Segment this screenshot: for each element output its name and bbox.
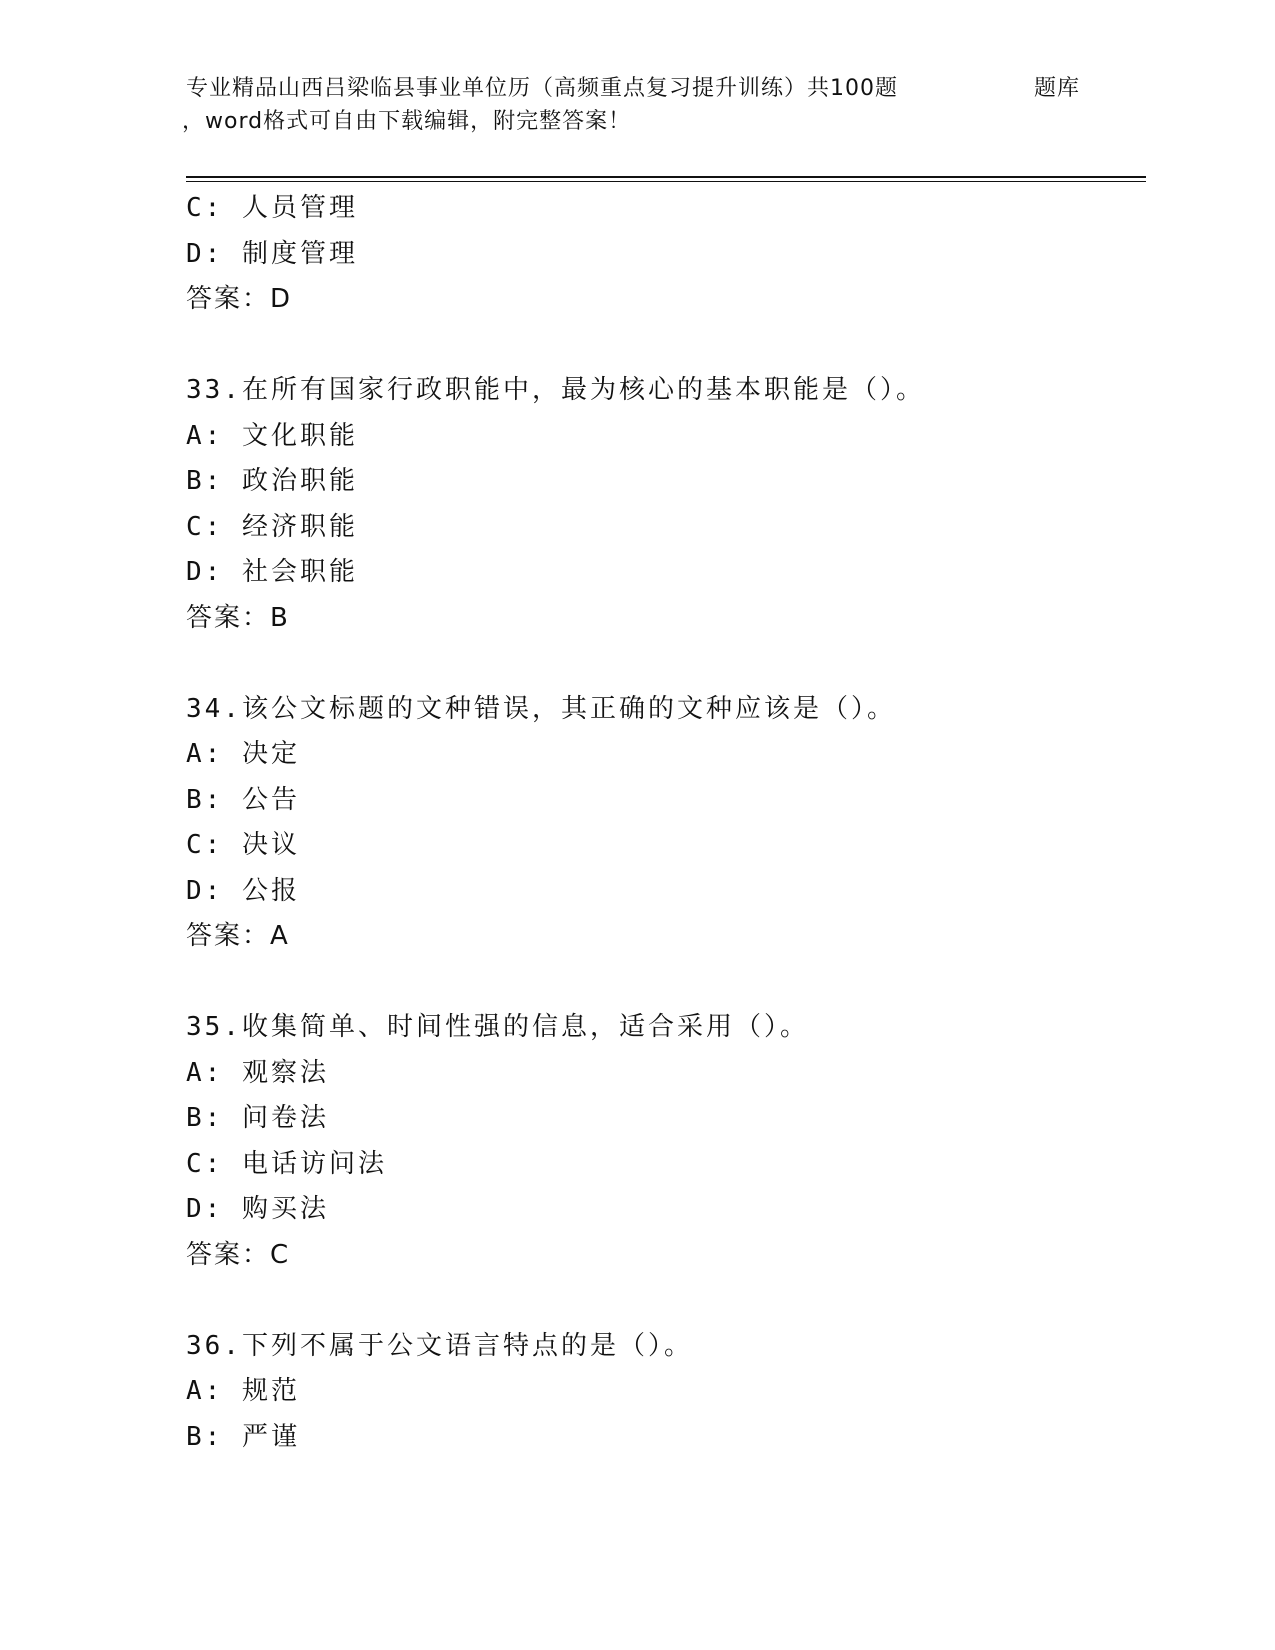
option-letter: C <box>186 830 205 860</box>
question-number: 35. <box>186 1012 242 1042</box>
option-letter: B <box>186 1103 205 1133</box>
header-title: 专业精品山西吕梁临县事业单位历（高频重点复习提升训练）共100题 <box>186 76 898 101</box>
question-text: 下列不属于公文语言特点的是（）。 <box>241 1330 693 1361</box>
option: A: 观察法 <box>186 1057 329 1088</box>
option-letter: C <box>186 193 205 223</box>
option-text: 公报 <box>241 875 300 906</box>
question-block <box>186 368 1146 641</box>
question-number: 36. <box>186 1330 242 1361</box>
option: D: 购买法 <box>186 1194 329 1224</box>
answer-line: 答案：D <box>186 284 293 314</box>
question-number: 34. <box>186 693 242 724</box>
answer-line: 答案：C <box>186 1239 291 1270</box>
option-text: 电话访问法 <box>241 1148 387 1179</box>
question-stem <box>186 687 1146 733</box>
question-spacer <box>186 960 1146 1006</box>
option-letter: D <box>186 1194 205 1224</box>
option-text: 决议 <box>241 830 300 860</box>
option-letter: A <box>186 1376 205 1406</box>
question-spacer <box>186 641 1146 687</box>
option-text: 制度管理 <box>241 238 358 269</box>
header-title-line2: ，word格式可自由下载编辑，附完整答案！ <box>182 109 632 134</box>
question-stem <box>186 368 1146 414</box>
question-stem <box>186 1324 1146 1370</box>
page-header <box>182 72 1146 138</box>
option-letter: D <box>186 238 205 269</box>
question-stem <box>186 1005 1146 1051</box>
option-letter: B <box>186 1421 205 1452</box>
header-divider <box>186 176 1146 178</box>
option: B: 问卷法 <box>186 1103 329 1133</box>
option: C: 人员管理 <box>186 193 358 223</box>
option-text: 严谨 <box>241 1421 300 1452</box>
option-text: 决定 <box>241 739 300 769</box>
option-text: 人员管理 <box>241 193 358 223</box>
option: B: 政治职能 <box>186 466 358 496</box>
option: D: 制度管理 <box>186 238 358 269</box>
option-text: 观察法 <box>241 1057 329 1088</box>
option-letter: B <box>186 784 205 815</box>
prev-question-continuation <box>186 186 1146 323</box>
answer-line: 答案：A <box>186 921 290 951</box>
option-letter: A <box>186 739 205 769</box>
answer-line: 答案：B <box>186 602 290 633</box>
question-text: 收集简单、时间性强的信息，适合采用（）。 <box>241 1012 809 1042</box>
question-number: 33. <box>186 375 242 405</box>
header-title-line1 <box>186 72 1146 105</box>
question-spacer <box>186 1278 1146 1324</box>
option: C: 决议 <box>186 830 300 860</box>
option-letter: B <box>186 466 205 496</box>
question-block <box>186 1005 1146 1278</box>
option-text: 文化职能 <box>241 420 358 451</box>
header-divider-thin <box>186 181 1146 182</box>
option-letter: A <box>186 1057 205 1088</box>
option: D: 社会职能 <box>186 557 358 587</box>
header-tag: 题库 <box>1034 76 1081 101</box>
question-list <box>186 323 1146 1461</box>
option: A: 文化职能 <box>186 420 358 451</box>
question-block <box>186 1324 1146 1461</box>
question-text: 在所有国家行政职能中，最为核心的基本职能是（）。 <box>241 375 925 405</box>
option-text: 社会职能 <box>241 557 358 587</box>
option-letter: C <box>186 511 205 542</box>
option-letter: D <box>186 557 205 587</box>
option: C: 电话访问法 <box>186 1148 387 1179</box>
option: B: 严谨 <box>186 1421 300 1452</box>
option: A: 决定 <box>186 739 300 769</box>
option: B: 公告 <box>186 784 300 815</box>
option: C: 经济职能 <box>186 511 358 542</box>
question-text: 该公文标题的文种错误，其正确的文种应该是（）。 <box>241 693 896 724</box>
option-text: 购买法 <box>241 1194 329 1224</box>
option-text: 问卷法 <box>241 1103 329 1133</box>
option-text: 公告 <box>241 784 300 815</box>
question-spacer <box>186 323 1146 369</box>
option-text: 政治职能 <box>241 466 358 496</box>
option-text: 规范 <box>241 1376 300 1406</box>
option: D: 公报 <box>186 875 300 906</box>
option-letter: D <box>186 875 205 906</box>
option: A: 规范 <box>186 1376 300 1406</box>
document-body <box>186 186 1146 1460</box>
option-text: 经济职能 <box>241 511 358 542</box>
option-letter: A <box>186 420 205 451</box>
option-letter: C <box>186 1148 205 1179</box>
question-block <box>186 687 1146 960</box>
